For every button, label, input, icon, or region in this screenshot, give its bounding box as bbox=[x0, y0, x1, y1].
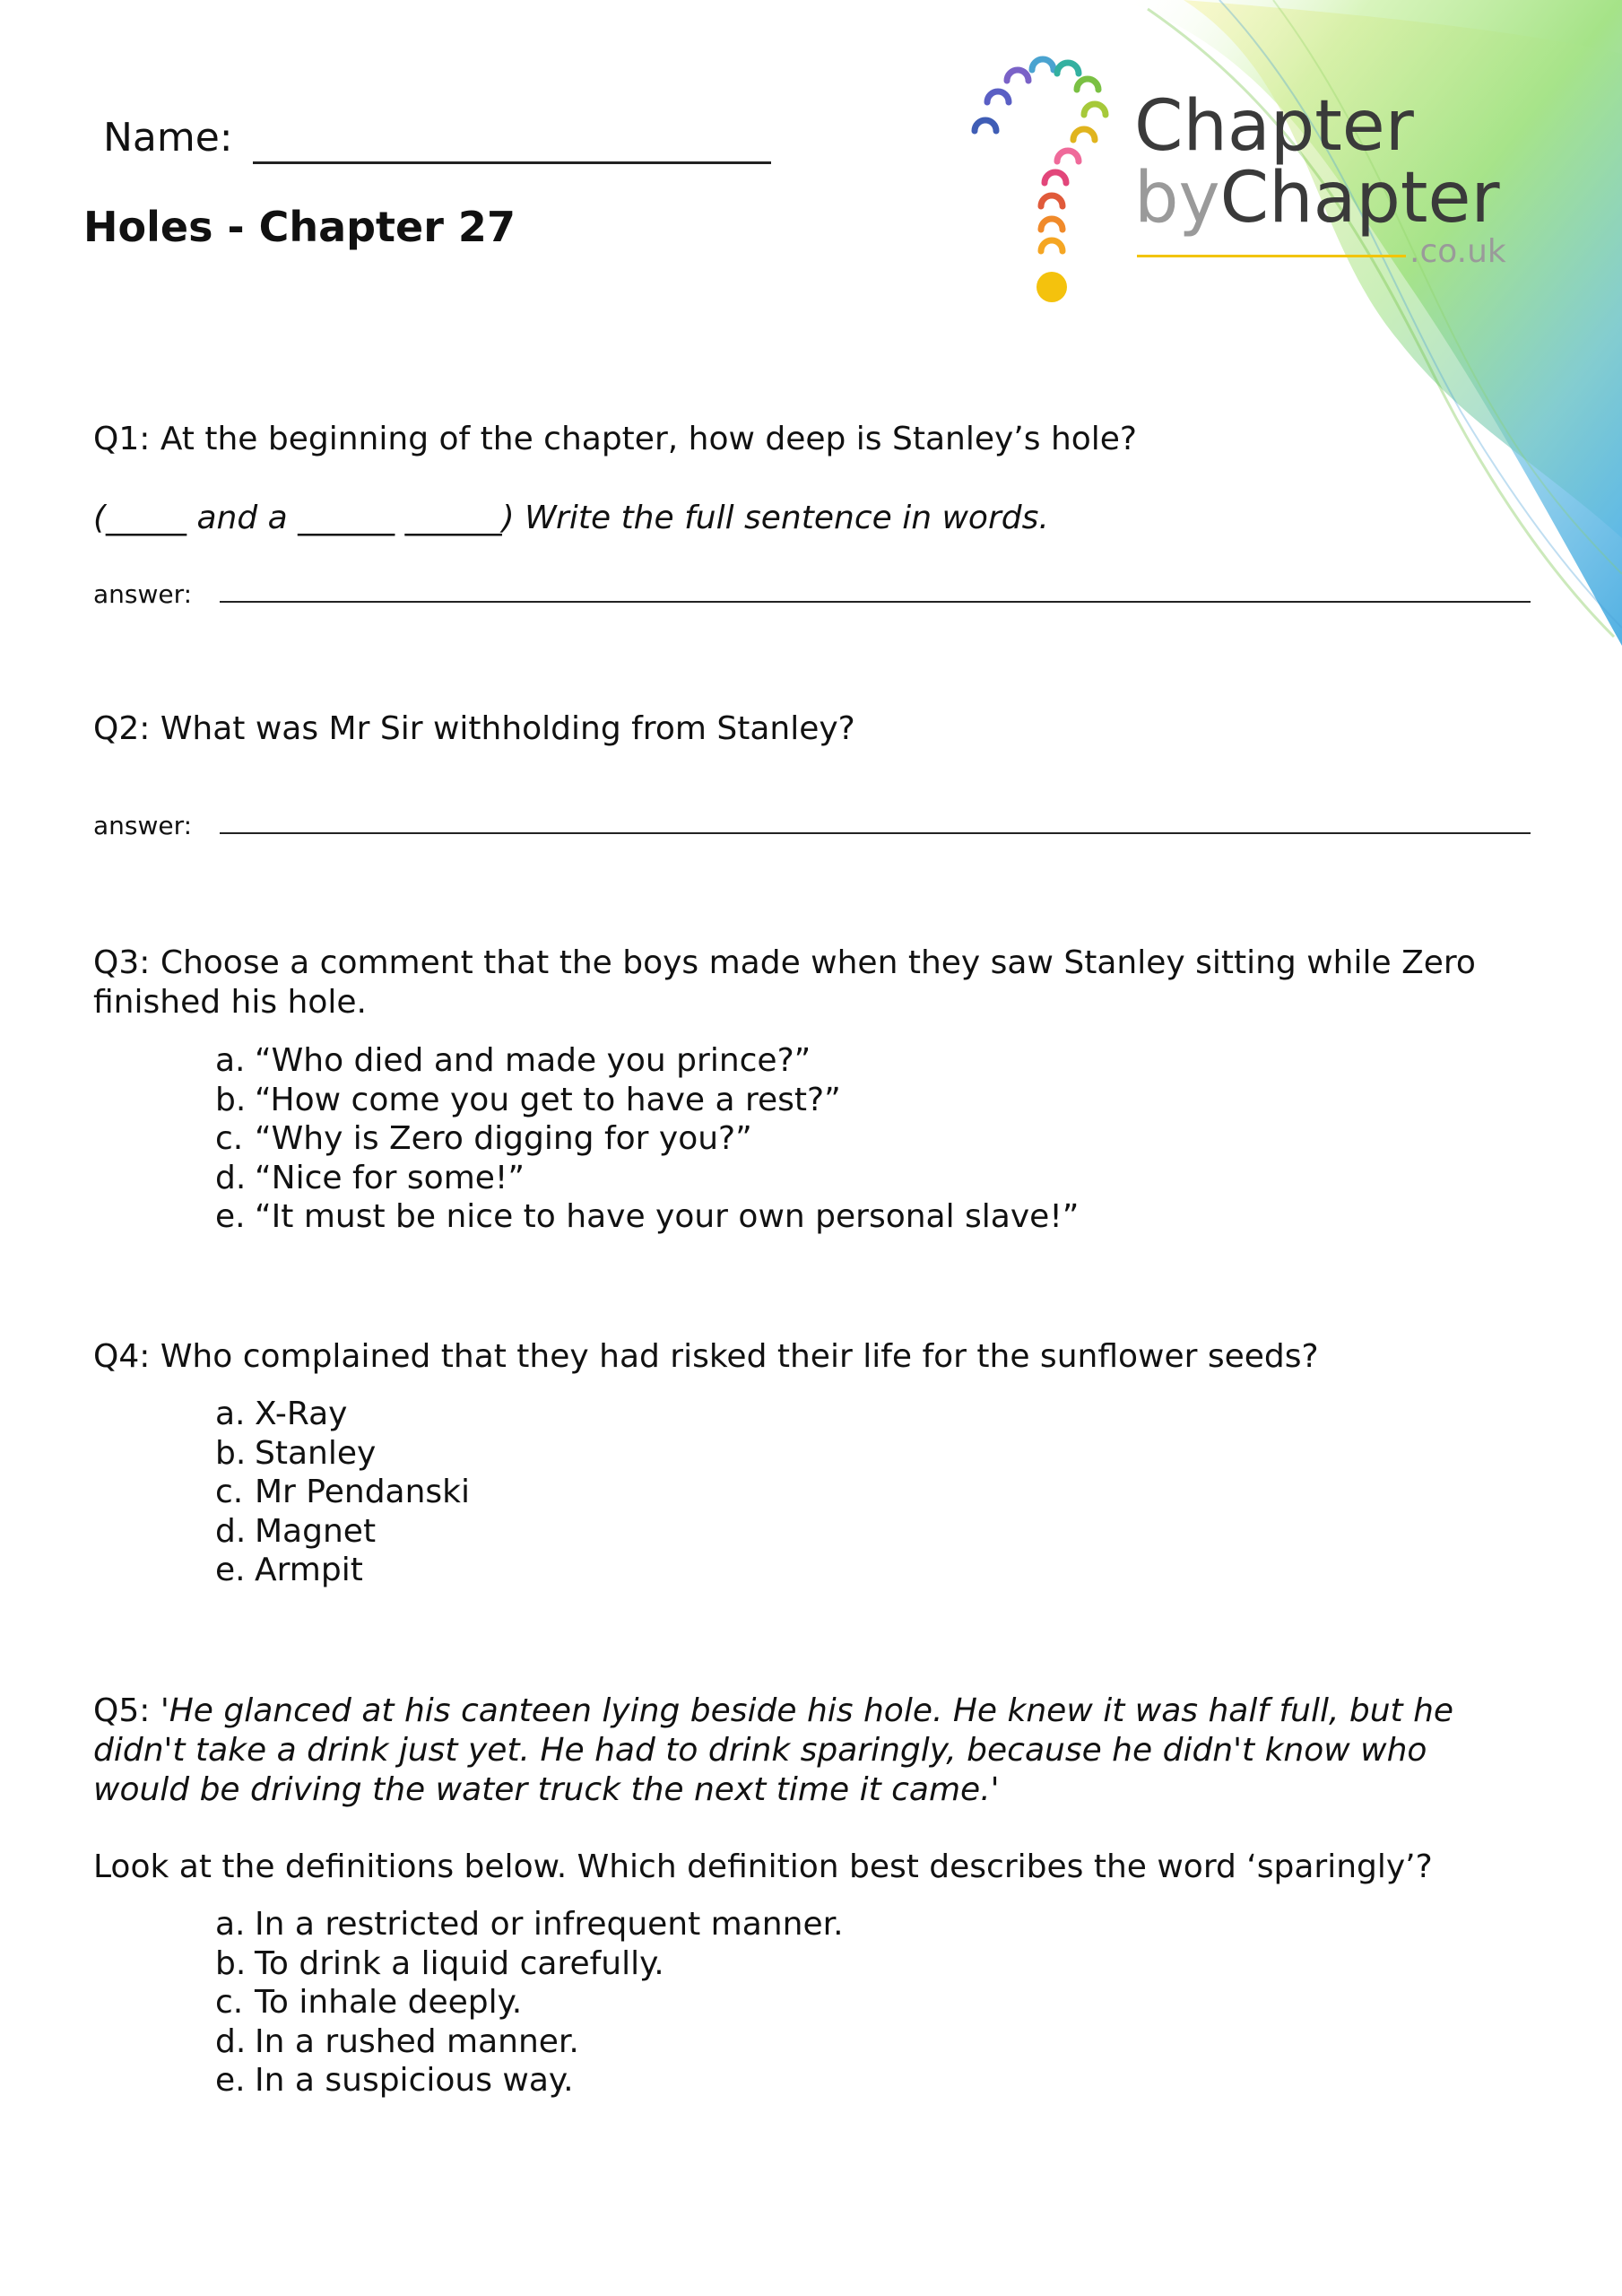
option-letter: b. bbox=[215, 1434, 247, 1472]
logo-text-chapter-2: Chapter bbox=[1219, 158, 1500, 239]
q4-question: Q4: Who complained that they had risked their life for the sunflower seeds? bbox=[93, 1338, 1319, 1375]
option-letter: e. bbox=[215, 1552, 246, 1588]
q5-question: Look at the definitions below. Which definition best describes the word ‘sparingly’? bbox=[93, 1848, 1433, 1885]
logo-domain: .co.uk bbox=[1409, 233, 1506, 270]
option-letter: d. bbox=[215, 2022, 247, 2060]
option-letter: e. bbox=[215, 2062, 246, 2099]
option-letter: a. bbox=[215, 1042, 246, 1079]
q5-option-e[interactable] bbox=[215, 2061, 844, 2100]
q5-option-a[interactable] bbox=[215, 1905, 844, 1944]
q5-label: Q5: bbox=[93, 1692, 151, 1729]
logo-question-mark-icon bbox=[964, 52, 1125, 312]
logo-text-by-chapter bbox=[1134, 158, 1500, 239]
q4-option-e[interactable] bbox=[215, 1551, 470, 1590]
option-letter: c. bbox=[215, 1474, 244, 1510]
option-text: In a suspicious way. bbox=[255, 2062, 574, 2099]
q3-option-a[interactable] bbox=[215, 1041, 1079, 1081]
q1-answer-line[interactable] bbox=[220, 601, 1531, 603]
option-text: Magnet bbox=[255, 1512, 377, 1550]
option-letter: c. bbox=[215, 1984, 244, 2021]
option-text: “How come you get to have a rest?” bbox=[255, 1081, 841, 1118]
q3-options bbox=[215, 1041, 1079, 1237]
option-letter: a. bbox=[215, 1906, 246, 1943]
option-text: “Nice for some!” bbox=[255, 1159, 525, 1196]
q3-question: Q3: Choose a comment that the boys made when they saw Stanley sitting while Zero finished his hole. bbox=[93, 944, 1476, 1021]
option-text: Stanley bbox=[255, 1434, 377, 1472]
option-text: To inhale deeply. bbox=[255, 1984, 523, 2021]
logo-text-by: by bbox=[1134, 158, 1220, 239]
option-text: In a restricted or infrequent manner. bbox=[255, 1906, 844, 1943]
name-label: Name: bbox=[103, 115, 233, 161]
option-text: “It must be nice to have your own personal slave!” bbox=[255, 1198, 1080, 1235]
q4-option-c[interactable] bbox=[215, 1473, 470, 1512]
q4-options bbox=[215, 1395, 470, 1590]
option-letter: d. bbox=[215, 1159, 247, 1196]
option-letter: b. bbox=[215, 1081, 247, 1118]
option-text: “Who died and made you prince?” bbox=[255, 1042, 811, 1079]
q5-quote-block bbox=[93, 1692, 1528, 1810]
option-letter: e. bbox=[215, 1198, 246, 1235]
q2-answer-line[interactable] bbox=[220, 832, 1531, 834]
option-letter: d. bbox=[215, 1512, 247, 1550]
q1-prompt: (_____ and a ______ ______) Write the full sentence in words. bbox=[93, 500, 1049, 536]
option-letter: b. bbox=[215, 1944, 247, 1982]
q3-option-d[interactable] bbox=[215, 1159, 1079, 1198]
option-text: Armpit bbox=[255, 1552, 363, 1588]
q3-option-c[interactable] bbox=[215, 1119, 1079, 1159]
q3-option-e[interactable] bbox=[215, 1197, 1079, 1237]
q5-options bbox=[215, 1905, 844, 2100]
q4-option-b[interactable] bbox=[215, 1434, 470, 1474]
q5-quote: 'He glanced at his canteen lying beside his hole. He knew it was half full, but he didn't take a drink just yet. He had to drink sparingly, because he didn't know who would be driving the water truck the next time it came.' bbox=[93, 1692, 1454, 1808]
logo-text-chapter: Chapter bbox=[1134, 86, 1414, 167]
name-input-line[interactable] bbox=[253, 161, 771, 164]
q2-answer-label: answer: bbox=[93, 811, 193, 840]
q1-question: Q1: At the beginning of the chapter, how deep is Stanley’s hole? bbox=[93, 421, 1138, 457]
option-text: In a rushed manner. bbox=[255, 2022, 579, 2060]
q5-option-d[interactable] bbox=[215, 2022, 844, 2062]
option-letter: c. bbox=[215, 1120, 244, 1157]
q2-question: Q2: What was Mr Sir withholding from Stanley? bbox=[93, 710, 855, 747]
q3-option-b[interactable] bbox=[215, 1081, 1079, 1120]
q5-option-c[interactable] bbox=[215, 1983, 844, 2022]
option-text: X-Ray bbox=[255, 1396, 348, 1432]
q5-option-b[interactable] bbox=[215, 1944, 844, 1984]
q4-option-a[interactable] bbox=[215, 1395, 470, 1434]
option-text: “Why is Zero digging for you?” bbox=[255, 1120, 752, 1157]
option-letter: a. bbox=[215, 1396, 246, 1432]
option-text: Mr Pendanski bbox=[255, 1474, 471, 1510]
q4-option-d[interactable] bbox=[215, 1512, 470, 1552]
logo-underline bbox=[1137, 255, 1406, 257]
q1-answer-label: answer: bbox=[93, 579, 193, 609]
option-text: To drink a liquid carefully. bbox=[255, 1944, 664, 1982]
worksheet-title: Holes - Chapter 27 bbox=[83, 203, 516, 251]
